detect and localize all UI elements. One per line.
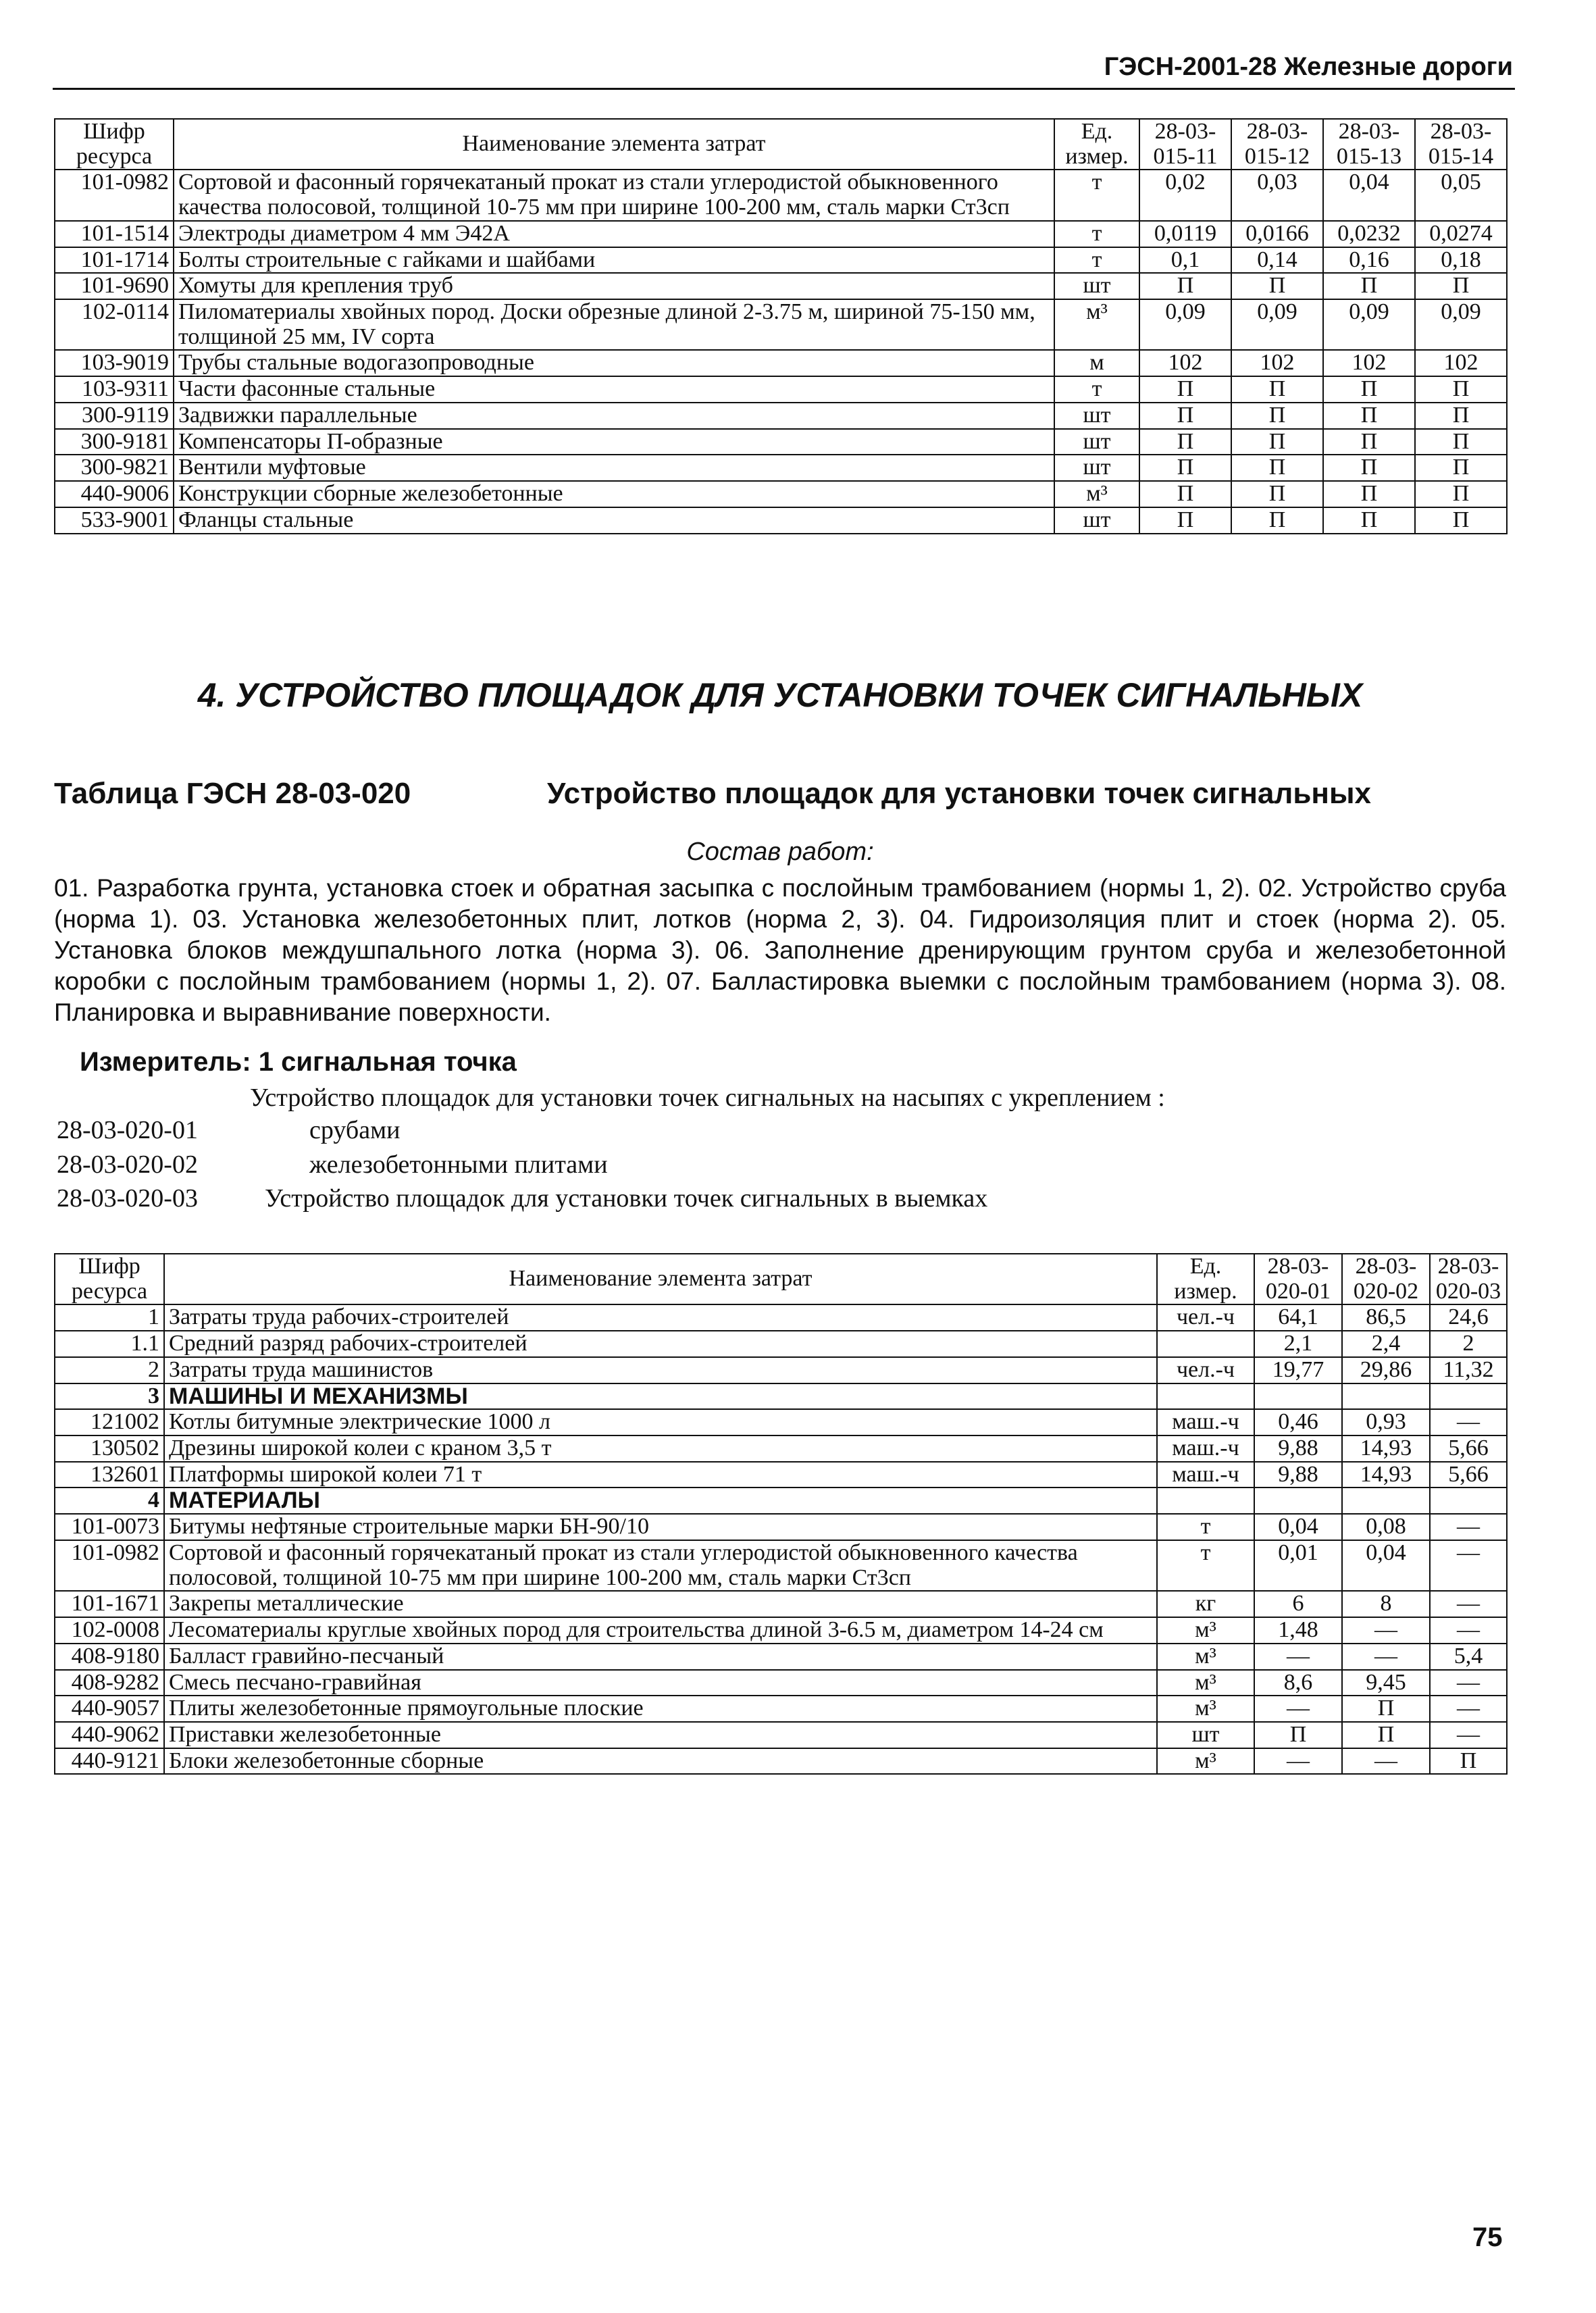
value-cell: — [1342, 1644, 1430, 1670]
table-row [55, 1331, 1507, 1357]
unit-cell: м³ [1054, 481, 1139, 507]
header-rule [53, 88, 1515, 90]
value-cell: П [1231, 429, 1323, 455]
resource-code: 1 [55, 1304, 164, 1331]
unit-cell: чел.-ч [1157, 1304, 1254, 1331]
col-header-norm: 28-03-020-01 [1254, 1254, 1342, 1304]
norm-code: 28-03-020-02 [57, 1150, 198, 1179]
resource-name: Закрепы металлические [164, 1591, 1157, 1617]
value-cell: П [1231, 273, 1323, 299]
norm-code: 28-03-020-01 [57, 1116, 198, 1144]
value-cell: П [1415, 455, 1507, 481]
value-cell [1254, 1383, 1342, 1410]
resource-name: Блоки железобетонные сборные [164, 1748, 1157, 1775]
value-cell [1430, 1383, 1507, 1410]
col-header-norm: 28-03-015-11 [1139, 119, 1231, 170]
value-cell: 0,0274 [1415, 221, 1507, 247]
value-cell: — [1430, 1696, 1507, 1722]
col-header-norm: 28-03-015-12 [1231, 119, 1323, 170]
value-cell: 0,0232 [1323, 221, 1415, 247]
value-cell: 0,93 [1342, 1409, 1430, 1435]
col-header-unit: Ед. измер. [1054, 119, 1139, 170]
value-cell: П [1231, 507, 1323, 534]
table-row [55, 299, 1507, 350]
value-cell: 0,04 [1342, 1540, 1430, 1591]
table-row [55, 1304, 1507, 1331]
resource-code: 101-0982 [55, 170, 174, 220]
value-cell: П [1415, 481, 1507, 507]
resource-code: 300-9119 [55, 403, 174, 429]
resource-code: 101-1514 [55, 221, 174, 247]
composition-text: 01. Разработка грунта, установка стоек и обратная засыпка с послойным трамбованием (нормы 1, 2). 02. Устройство сруба (норма 1). 03. Установка железобетонных плит, лотков (норма 2, 3). 04. Гидроизоляция плит и стоек (норма 2). 05. Установка блоков междушпального лотка (норма 3). 06. Заполнение дренирующим грунтом сруба и железобетонной коробки с послойным трамбованием (нормы 1, 2). 07. Балластировка выемки с послойным трамбованием (норма 3). 08. Планировка и выравнивание поверхности. [54, 874, 1506, 1026]
resource-name: Затраты труда рабочих-строителей [164, 1304, 1157, 1331]
unit-cell: маш.-ч [1157, 1435, 1254, 1462]
value-cell: П [1342, 1696, 1430, 1722]
resource-code: 408-9282 [55, 1670, 164, 1696]
resource-name: Средний разряд рабочих-строителей [164, 1331, 1157, 1357]
value-cell: 24,6 [1430, 1304, 1507, 1331]
page-number: 75 [1472, 2222, 1503, 2252]
unit-cell: м³ [1157, 1748, 1254, 1775]
value-cell [1342, 1488, 1430, 1514]
unit-cell: м³ [1157, 1644, 1254, 1670]
section-title: 4. УСТРОЙСТВО ПЛОЩАДОК ДЛЯ УСТАНОВКИ ТОЧЕК СИГНАЛЬНЫХ [197, 676, 1363, 714]
resource-code: 102-0114 [55, 299, 174, 350]
resource-name: Пиломатериалы хвойных пород. Доски обрезные длиной 2-3.75 м, шириной 75-150 мм, толщиной 25 мм, IV сорта [174, 299, 1054, 350]
resource-code: 408-9180 [55, 1644, 164, 1670]
value-cell: — [1342, 1748, 1430, 1775]
resource-code: 4 [55, 1488, 164, 1514]
table-row [55, 1644, 1507, 1670]
resource-name: Болты строительные с гайками и шайбами [174, 247, 1054, 274]
resource-code: 101-0073 [55, 1514, 164, 1540]
running-header: ГЭСН-2001-28 Железные дороги [1104, 53, 1513, 81]
value-cell: 0,0166 [1231, 221, 1323, 247]
value-cell: П [1231, 376, 1323, 403]
table-row [55, 1617, 1507, 1644]
value-cell: 0,18 [1415, 247, 1507, 274]
value-cell [1254, 1488, 1342, 1514]
table-label: Таблица ГЭСН 28-03-020 [54, 777, 411, 810]
value-cell: 0,46 [1254, 1409, 1342, 1435]
resource-name: МАТЕРИАЛЫ [164, 1488, 1157, 1514]
resource-table-020 [54, 1253, 1508, 1775]
unit-cell: кг [1157, 1591, 1254, 1617]
resource-name: Затраты труда машинистов [164, 1357, 1157, 1383]
resource-code: 121002 [55, 1409, 164, 1435]
table-row [55, 1409, 1507, 1435]
resource-name: Плиты железобетонные прямоугольные плоские [164, 1696, 1157, 1722]
col-header-norm: 28-03-015-13 [1323, 119, 1415, 170]
table-row [55, 350, 1507, 376]
value-cell: 1,48 [1254, 1617, 1342, 1644]
value-cell: П [1430, 1748, 1507, 1775]
col-header-code: Шифр ресурса [55, 119, 174, 170]
unit-cell [1157, 1331, 1254, 1357]
resource-code: 101-1714 [55, 247, 174, 274]
value-cell: — [1342, 1617, 1430, 1644]
resource-code: 102-0008 [55, 1617, 164, 1644]
resource-code: 440-9062 [55, 1722, 164, 1748]
value-cell: 19,77 [1254, 1357, 1342, 1383]
value-cell: 2,4 [1342, 1331, 1430, 1357]
value-cell: П [1139, 455, 1231, 481]
resource-code: 101-0982 [55, 1540, 164, 1591]
value-cell: 9,88 [1254, 1435, 1342, 1462]
norm-text: железобетонными плитами [309, 1150, 608, 1179]
resource-name: Задвижки параллельные [174, 403, 1054, 429]
value-cell: П [1415, 273, 1507, 299]
value-cell: 8,6 [1254, 1670, 1342, 1696]
value-cell: — [1254, 1696, 1342, 1722]
composition-title: Состав работ: [686, 838, 874, 866]
table-row [55, 1514, 1507, 1540]
value-cell: П [1415, 376, 1507, 403]
value-cell: 0,1 [1139, 247, 1231, 274]
value-cell: П [1231, 403, 1323, 429]
value-cell: П [1323, 376, 1415, 403]
unit-cell: м [1054, 350, 1139, 376]
value-cell: П [1231, 455, 1323, 481]
resource-name: Котлы битумные электрические 1000 л [164, 1409, 1157, 1435]
norm-text: Устройство площадок для установки точек сигнальных в выемках [265, 1184, 988, 1213]
resource-code: 300-9181 [55, 429, 174, 455]
col-header-norm: 28-03-015-14 [1415, 119, 1507, 170]
value-cell: 64,1 [1254, 1304, 1342, 1331]
resource-table-015 [54, 118, 1508, 534]
table-row [55, 1540, 1507, 1591]
table-header-row [55, 1254, 1507, 1304]
resource-code: 103-9311 [55, 376, 174, 403]
value-cell: 0,08 [1342, 1514, 1430, 1540]
value-cell: П [1139, 376, 1231, 403]
value-cell: П [1139, 403, 1231, 429]
resource-code: 130502 [55, 1435, 164, 1462]
value-cell: 0,09 [1231, 299, 1323, 350]
value-cell: П [1323, 429, 1415, 455]
unit-cell: маш.-ч [1157, 1462, 1254, 1488]
value-cell: 0,0119 [1139, 221, 1231, 247]
unit-cell [1157, 1383, 1254, 1410]
value-cell: 0,09 [1139, 299, 1231, 350]
unit-cell: шт [1054, 273, 1139, 299]
value-cell: 2 [1430, 1331, 1507, 1357]
resource-code: 440-9121 [55, 1748, 164, 1775]
value-cell: 2,1 [1254, 1331, 1342, 1357]
value-cell: П [1323, 273, 1415, 299]
resource-name: Фланцы стальные [174, 507, 1054, 534]
value-cell: 0,09 [1415, 299, 1507, 350]
resource-name: Сортовой и фасонный горячекатаный прокат из стали углеродистой обыкновенного качества полосовой, толщиной 10-75 мм при ширине 100-200 мм, сталь марки Ст3сп [164, 1540, 1157, 1591]
value-cell: — [1430, 1591, 1507, 1617]
table-row [55, 429, 1507, 455]
value-cell: 102 [1139, 350, 1231, 376]
value-cell [1342, 1383, 1430, 1410]
value-cell: П [1342, 1722, 1430, 1748]
unit-cell: чел.-ч [1157, 1357, 1254, 1383]
col-header-name: Наименование элемента затрат [164, 1254, 1157, 1304]
resource-name: Хомуты для крепления труб [174, 273, 1054, 299]
resource-code: 440-9006 [55, 481, 174, 507]
col-header-code: Шифр ресурса [55, 1254, 164, 1304]
measurer: Измеритель: 1 сигнальная точка [80, 1047, 517, 1077]
table-row [55, 170, 1507, 220]
table-row [55, 221, 1507, 247]
unit-cell: шт [1054, 507, 1139, 534]
resource-code: 533-9001 [55, 507, 174, 534]
table-description: Устройство площадок для установки точек сигнальных [547, 777, 1371, 810]
resource-code: 101-9690 [55, 273, 174, 299]
value-cell: 5,66 [1430, 1462, 1507, 1488]
table-row [55, 273, 1507, 299]
table-header-row [55, 119, 1507, 170]
unit-cell: шт [1157, 1722, 1254, 1748]
resource-name: Приставки железобетонные [164, 1722, 1157, 1748]
table-row [55, 1670, 1507, 1696]
col-header-unit: Ед. измер. [1157, 1254, 1254, 1304]
unit-cell: т [1054, 221, 1139, 247]
table-row [55, 1357, 1507, 1383]
value-cell: — [1430, 1540, 1507, 1591]
table-row [55, 403, 1507, 429]
value-cell: — [1430, 1722, 1507, 1748]
norms-intro: Устройство площадок для установки точек сигнальных на насыпях с укреплением : [250, 1084, 1165, 1112]
table-row [55, 247, 1507, 274]
unit-cell: м³ [1157, 1670, 1254, 1696]
value-cell: — [1254, 1644, 1342, 1670]
table-row [55, 481, 1507, 507]
value-cell: П [1415, 507, 1507, 534]
value-cell: 0,01 [1254, 1540, 1342, 1591]
value-cell: 0,16 [1323, 247, 1415, 274]
value-cell: П [1139, 481, 1231, 507]
resource-name: Смесь песчано-гравийная [164, 1670, 1157, 1696]
resource-code: 103-9019 [55, 350, 174, 376]
group-row [55, 1383, 1507, 1410]
value-cell: 29,86 [1342, 1357, 1430, 1383]
value-cell: 5,66 [1430, 1435, 1507, 1462]
value-cell: 86,5 [1342, 1304, 1430, 1331]
value-cell: — [1430, 1617, 1507, 1644]
value-cell: 0,03 [1231, 170, 1323, 220]
table-row [55, 1722, 1507, 1748]
unit-cell: шт [1054, 455, 1139, 481]
value-cell: 14,93 [1342, 1462, 1430, 1488]
value-cell: 102 [1323, 350, 1415, 376]
resource-name: Балласт гравийно-песчаный [164, 1644, 1157, 1670]
value-cell: 102 [1231, 350, 1323, 376]
resource-name: Битумы нефтяные строительные марки БН-90/10 [164, 1514, 1157, 1540]
unit-cell: т [1157, 1514, 1254, 1540]
value-cell: 9,45 [1342, 1670, 1430, 1696]
value-cell: 0,14 [1231, 247, 1323, 274]
resource-code: 440-9057 [55, 1696, 164, 1722]
value-cell: — [1430, 1409, 1507, 1435]
unit-cell: м³ [1157, 1696, 1254, 1722]
resource-name: Платформы широкой колеи 71 т [164, 1462, 1157, 1488]
group-row [55, 1488, 1507, 1514]
value-cell: П [1415, 429, 1507, 455]
unit-cell: шт [1054, 429, 1139, 455]
value-cell: П [1139, 273, 1231, 299]
resource-name: Электроды диаметром 4 мм Э42А [174, 221, 1054, 247]
value-cell: П [1323, 455, 1415, 481]
table-row [55, 1462, 1507, 1488]
resource-name: Вентили муфтовые [174, 455, 1054, 481]
value-cell: П [1231, 481, 1323, 507]
unit-cell: т [1054, 170, 1139, 220]
table-row [55, 376, 1507, 403]
value-cell: 102 [1415, 350, 1507, 376]
resource-name: Трубы стальные водогазопроводные [174, 350, 1054, 376]
value-cell: П [1139, 507, 1231, 534]
table-row [55, 455, 1507, 481]
unit-cell: маш.-ч [1157, 1409, 1254, 1435]
value-cell: П [1323, 403, 1415, 429]
value-cell: П [1139, 429, 1231, 455]
table-row [55, 1748, 1507, 1775]
value-cell: 0,04 [1323, 170, 1415, 220]
value-cell: 0,04 [1254, 1514, 1342, 1540]
value-cell: 5,4 [1430, 1644, 1507, 1670]
resource-name: Части фасонные стальные [174, 376, 1054, 403]
resource-name: Сортовой и фасонный горячекатаный прокат из стали углеродистой обыкновенного качества полосовой, толщиной 10-75 мм при ширине 100-200 мм, сталь марки Ст3сп [174, 170, 1054, 220]
value-cell: П [1323, 481, 1415, 507]
table-row [55, 507, 1507, 534]
value-cell: 9,88 [1254, 1462, 1342, 1488]
value-cell: П [1415, 403, 1507, 429]
unit-cell: т [1054, 247, 1139, 274]
value-cell: 0,02 [1139, 170, 1231, 220]
resource-name: Дрезины широкой колеи с краном 3,5 т [164, 1435, 1157, 1462]
value-cell: 8 [1342, 1591, 1430, 1617]
col-header-name: Наименование элемента затрат [174, 119, 1054, 170]
resource-name: Конструкции сборные железобетонные [174, 481, 1054, 507]
value-cell: П [1323, 507, 1415, 534]
table-row [55, 1696, 1507, 1722]
resource-code: 3 [55, 1383, 164, 1410]
value-cell: — [1430, 1514, 1507, 1540]
unit-cell: шт [1054, 403, 1139, 429]
table-row [55, 1435, 1507, 1462]
value-cell: — [1254, 1748, 1342, 1775]
unit-cell [1157, 1488, 1254, 1514]
value-cell: 6 [1254, 1591, 1342, 1617]
resource-name: Лесоматериалы круглые хвойных пород для строительства длиной 3-6.5 м, диаметром 14-24 см [164, 1617, 1157, 1644]
resource-code: 2 [55, 1357, 164, 1383]
value-cell [1430, 1488, 1507, 1514]
resource-code: 132601 [55, 1462, 164, 1488]
col-header-norm: 28-03-020-03 [1430, 1254, 1507, 1304]
unit-cell: м³ [1054, 299, 1139, 350]
resource-name: Компенсаторы П-образные [174, 429, 1054, 455]
value-cell: 0,09 [1323, 299, 1415, 350]
resource-code: 300-9821 [55, 455, 174, 481]
value-cell: 14,93 [1342, 1435, 1430, 1462]
value-cell: — [1430, 1670, 1507, 1696]
col-header-norm: 28-03-020-02 [1342, 1254, 1430, 1304]
unit-cell: м³ [1157, 1617, 1254, 1644]
resource-code: 101-1671 [55, 1591, 164, 1617]
table-row [55, 1591, 1507, 1617]
value-cell: П [1254, 1722, 1342, 1748]
unit-cell: т [1157, 1540, 1254, 1591]
value-cell: 11,32 [1430, 1357, 1507, 1383]
norm-code: 28-03-020-03 [57, 1184, 198, 1213]
resource-name: МАШИНЫ И МЕХАНИЗМЫ [164, 1383, 1157, 1410]
resource-code: 1.1 [55, 1331, 164, 1357]
value-cell: 0,05 [1415, 170, 1507, 220]
norm-text: срубами [309, 1116, 401, 1144]
unit-cell: т [1054, 376, 1139, 403]
